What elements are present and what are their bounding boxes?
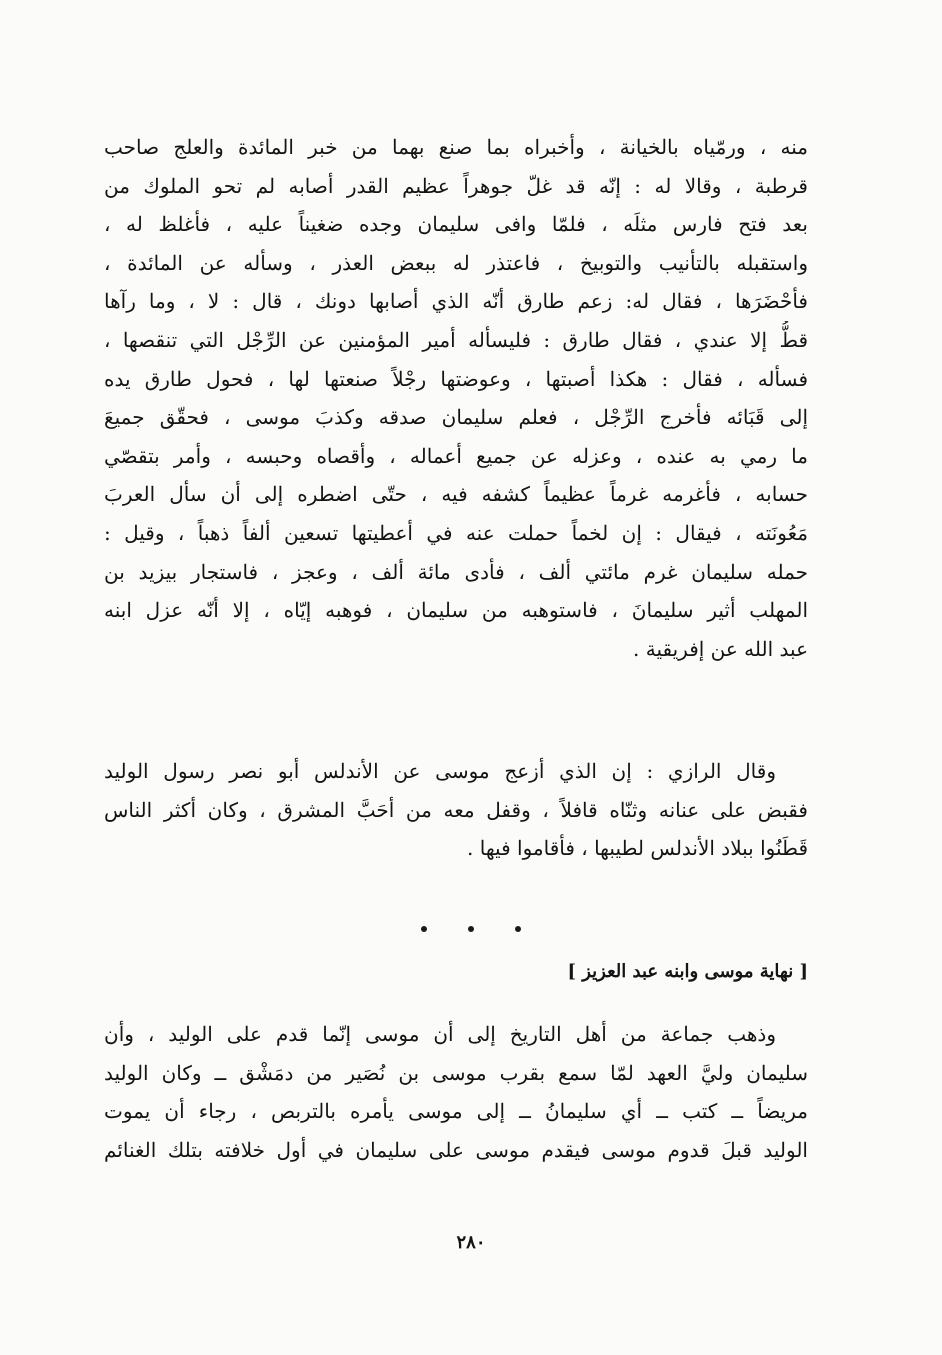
text-line: فسأله ، فقال : هكذا أصبتها ، وعوضتها رجْلاً صنعتها لها ، فحول طارق يده bbox=[104, 366, 808, 391]
text-line: المهلب أثير سليمانَ ، فاستوهبه من سليمان ، فوهبه إيّاه ، إلا أنّه عزل ابنه bbox=[104, 598, 808, 623]
text-line: فقبض على عنانه وثنّاه قافلاً ، وقفل معه من أحَبَّ المشرق ، وكان أكثر الناس bbox=[104, 797, 808, 822]
text-line: حسابه ، فأغرمه غرماً عظيماً كشفه فيه ، حتّى اضطره إلى أن سأل العربَ bbox=[104, 482, 808, 507]
page-number: ٢٨٠ bbox=[456, 1232, 486, 1253]
text-line: إلى قَبَائه فأخرج الرِّجْل ، فعلم سليمان صدقه وكذبَ موسى ، فحقّق جميعَ bbox=[104, 405, 808, 430]
text-line: وذهب جماعة من أهل التاريخ إلى أن موسى إنّما قدم على الوليد ، وأن bbox=[104, 1022, 776, 1046]
text-line: ما رمي به عنده ، وعزله عن جميع أعماله ، وأقصاه وحبسه ، وأمر بتقصّي bbox=[104, 443, 808, 468]
divider-dot bbox=[468, 926, 474, 932]
text-line: قَطَنُوا ببلاد الأندلس لطيبها ، فأقاموا فيها . bbox=[467, 836, 808, 861]
text-line: قطُّ إلا عندي ، فقال طارق : فليسأله أمير المؤمنين عن الرِّجْل التي تنقصها ، bbox=[104, 327, 808, 352]
text-line: سليمان وليَّ العهد لمّا سمع بقرب موسى بن نُصَير من دمَشْق ــ وكان الوليد bbox=[104, 1060, 808, 1085]
text-line: منه ، ورمّياه بالخيانة ، وأخبراه بما صنع بهما من خبر المائدة والعلج صاحب bbox=[104, 135, 808, 159]
text-line: عبد الله عن إفريقية . bbox=[633, 636, 808, 661]
text-line: وقال الرازي : إن الذي أزعج موسى عن الأندلس أبو نصر رسول الوليد bbox=[104, 759, 776, 783]
text-line: حمله سليمان غرم مائتي ألف ، فأدى مائة ألف ، وعجز ، فاستجار بيزيد بن bbox=[104, 559, 808, 584]
text-line: قرطبة ، وقالا له : إنّه قد غلّ جوهراً عظيم القدر أصابه لم تحو الملوك من bbox=[104, 173, 808, 198]
paragraph-3 bbox=[104, 1015, 808, 1169]
text-line: واستقبله بالتأنيب والتوبيخ ، فاعتذر له ببعض العذر ، وسأله عن المائدة ، bbox=[104, 250, 808, 275]
text-line: فأحْضَرَها ، فقال له: زعم طارق أنّه الذي أصابها دونك ، قال : لا ، وما رآها bbox=[104, 289, 808, 314]
text-line: الوليد قبلَ قدوم موسى فيقدم موسى على سليمان في أول خلافته بتلك الغنائم bbox=[104, 1137, 808, 1162]
divider-dot bbox=[421, 926, 427, 932]
text-line: مريضاً ــ كتب ــ أي سليمانُ ــ إلى موسى يأمره بالتربص ، رجاء أن يموت bbox=[104, 1099, 808, 1124]
paragraph-1 bbox=[104, 128, 808, 668]
text-line: بعد فتح فارس مثلَه ، فلمّا وافى سليمان وجده ضغيناً عليه ، فأغلظ له ، bbox=[104, 212, 808, 237]
text-line: مَعُونَته ، فيقال : إن لخماً حملت عنه في أعطيتها تسعين ألفاً ذهباً ، وقيل : bbox=[104, 520, 808, 545]
paragraph-2 bbox=[104, 752, 808, 868]
section-divider-dots bbox=[0, 917, 942, 941]
divider-dot bbox=[515, 926, 521, 932]
section-heading: [ نهاية موسى وابنه عبد العزيز ] bbox=[567, 961, 808, 982]
